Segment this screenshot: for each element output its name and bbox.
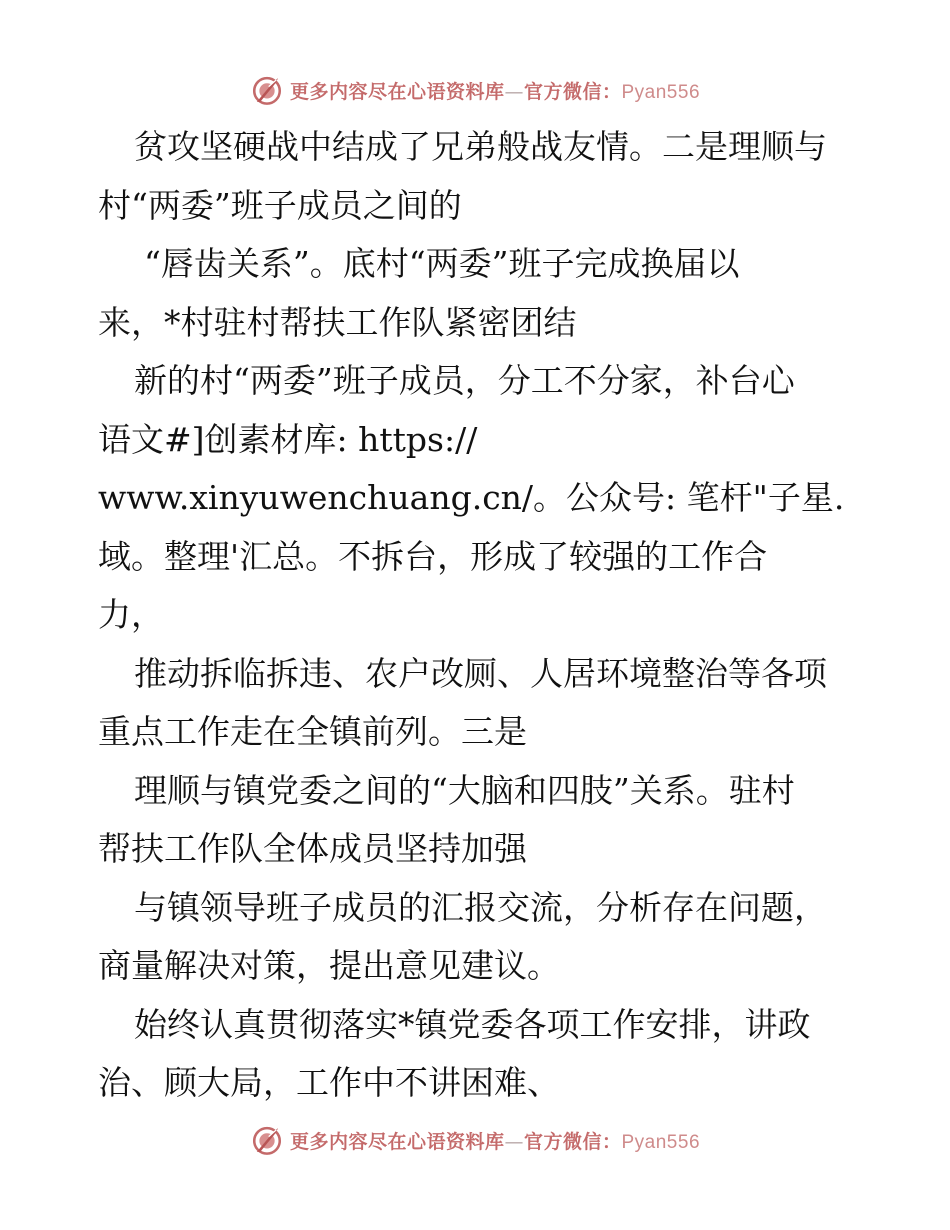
text-line: 贫攻坚硬战中结成了兄弟般战友情。二是理顺与 (134, 127, 827, 166)
footer-banner (0, 1120, 950, 1160)
footer-account: Pyan556 (621, 1131, 701, 1153)
quill-pen-seal-icon (250, 1123, 284, 1157)
header-banner-inner (250, 73, 700, 107)
text-line: 域。整理'汇总。不拆台，形成了较强的工作合 (98, 536, 768, 576)
text-line: 重点工作走在全镇前列。三是 (98, 712, 527, 751)
text-line: 推动拆临拆违、农户改厕、人居环境整治等各项 (134, 653, 827, 693)
body-text (98, 118, 868, 1113)
text-line: 始终认真贯彻落实*镇党委各项工作安排，讲政 (134, 1004, 811, 1044)
footer-text (290, 1127, 700, 1154)
header-dash: — (504, 80, 524, 103)
footer-brand: 更多内容尽在心语资料库 (289, 1130, 505, 1153)
header-account: Pyan556 (621, 81, 701, 103)
footer-dash: — (504, 1130, 524, 1153)
text-line: 与镇领导班子成员的汇报交流，分析存在问题， (134, 887, 827, 927)
header-label: 官方微信： (523, 80, 622, 103)
quill-pen-seal-icon (250, 73, 284, 107)
header-brand: 更多内容尽在心语资料库 (289, 80, 505, 103)
text-line: 来，*村驻村帮扶工作队紧密团结 (98, 302, 577, 342)
text-line: “唇齿关系”。底村“两委”班子完成换届以 (144, 244, 740, 283)
text-line: 帮扶工作队全体成员坚持加强 (98, 829, 527, 868)
text-line: 理顺与镇党委之间的“大脑和四肢”关系。驻村 (134, 770, 795, 810)
text-line: 商量解决对策，提出意见建议。 (98, 946, 560, 985)
text-line: 村“两委”班子成员之间的 (98, 185, 462, 225)
footer-banner-inner (250, 1123, 700, 1157)
text-line: 力， (98, 595, 164, 634)
header-banner (0, 70, 950, 110)
text-line: 语文#]创素材库: https:// (98, 419, 478, 459)
header-text (290, 77, 700, 104)
text-line: 治、顾大局，工作中不讲困难、 (98, 1063, 560, 1102)
footer-label: 官方微信： (523, 1130, 622, 1153)
text-line: 新的村“两委”班子成员，分工不分家，补台心 (134, 361, 795, 400)
text-line: www.xinyuwenchuang.cn/。公众号: 笔杆"子星. (98, 478, 845, 517)
